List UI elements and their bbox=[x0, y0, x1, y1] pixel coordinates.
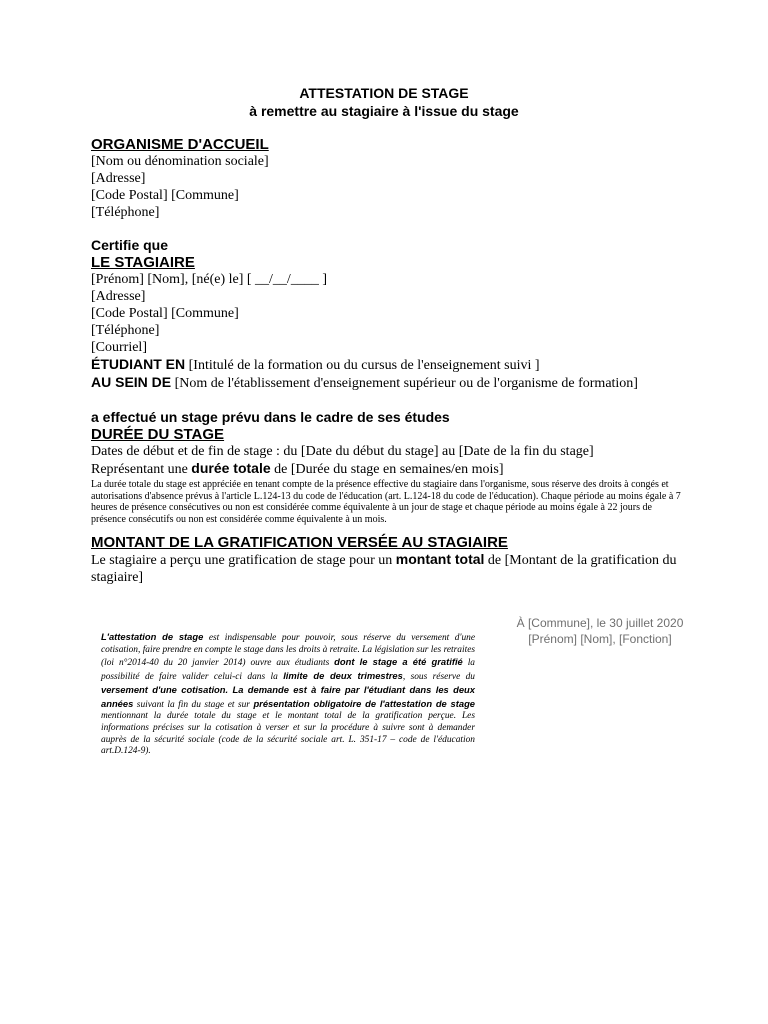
duree-intro: a effectué un stage prévu dans le cadre de ses études bbox=[91, 409, 450, 425]
duree-totale-pre: Représentant une bbox=[91, 462, 192, 477]
note-part-7: versement d'une cotisation. La demande est à faire par l'étudiant dans les deux années bbox=[101, 683, 475, 709]
ausein-value: [Nom de l'établissement d'enseignement supérieur ou de l'organisme de formation] bbox=[171, 376, 638, 391]
duree-dates: Dates de début et de fin de stage : du [Date du début du stage] au [Date de la fin du stage] bbox=[91, 444, 594, 459]
duree-title: DURÉE DU STAGE bbox=[91, 426, 225, 443]
section-organisme bbox=[91, 136, 681, 221]
document-header bbox=[0, 84, 768, 120]
note-part-5: limite de deux trimestres bbox=[283, 670, 403, 682]
stagiaire-postal: [Code Postal] [Commune] bbox=[91, 306, 239, 321]
section-stagiaire bbox=[91, 237, 681, 392]
document-body bbox=[91, 136, 681, 586]
gratification-pre: Le stagiaire a perçu une gratification de stage pour un bbox=[91, 553, 396, 568]
note-part-3: dont le stage a été gratifié bbox=[334, 656, 463, 668]
document-title: ATTESTATION DE STAGE bbox=[299, 85, 469, 101]
etudiant-value: [Intitulé de la formation ou du cursus de l'enseignement suivi ] bbox=[185, 358, 540, 373]
certifie-label: Certifie que bbox=[91, 237, 169, 253]
stagiaire-address: [Adresse] bbox=[91, 289, 146, 304]
gratification-post: de [Montant de la gratification du stagiaire] bbox=[91, 553, 677, 585]
note-part-9: présentation obligatoire de l'attestation de stage bbox=[253, 697, 476, 709]
note-part-2: est indispensable pour pouvoir, sous réserve du versement d'une cotisation, faire prendre en compte le stage dans les droits à retraite. La législation sur les retraites (loi n°2014-40 du 20 janvier 2014) ouvre aux étudiants bbox=[101, 633, 475, 669]
duree-totale-line bbox=[91, 460, 681, 478]
etudiant-line bbox=[91, 356, 681, 374]
note-part-6: , sous réserve du bbox=[402, 672, 475, 683]
duree-note: La durée totale du stage est appréciée en tenant compte de la présence effective du stagiaire dans l'organisme, sous réserve des droits à congés et autorisations d'absence prévus à l'article L.124-13 du code de l'éducation (art. L.124-18 du code de l'éducation). Chaque période au moins égale à 7 heures de présence consécutives ou non est considérée comme équivalente à un jour de stage et chaque période au moins égale à 22 jours de présence consécutifs ou non est considérée comme équivalente à un mois. bbox=[91, 479, 681, 525]
note-part-4: la possibilité de faire valider celui-ci dans la bbox=[101, 658, 475, 683]
etudiant-label: ÉTUDIANT EN bbox=[91, 356, 186, 372]
organisme-postal: [Code Postal] [Commune] bbox=[91, 188, 239, 203]
duree-totale-post: de [Durée du stage en semaines/en mois] bbox=[270, 462, 504, 477]
stagiaire-email: [Courriel] bbox=[91, 340, 147, 355]
stagiaire-phone: [Téléphone] bbox=[91, 323, 160, 338]
organisme-address: [Adresse] bbox=[91, 171, 146, 186]
gratification-text bbox=[91, 551, 681, 586]
stagiaire-identity: [Prénom] [Nom], [né(e) le] [ __/__/____ ] bbox=[91, 272, 327, 287]
ausein-line bbox=[91, 374, 681, 392]
section-gratification bbox=[91, 534, 681, 586]
note-part-1: L'attestation de stage bbox=[101, 631, 204, 642]
signature-name: [Prénom] [Nom], [Fonction] bbox=[528, 632, 672, 646]
note-part-8: suivant la fin du stage et sur bbox=[133, 699, 254, 710]
organisme-name: [Nom ou dénomination sociale] bbox=[91, 154, 269, 169]
document-subtitle: à remettre au stagiaire à l'issue du stage bbox=[249, 103, 519, 119]
organisme-title: ORGANISME D'ACCUEIL bbox=[91, 136, 269, 153]
signature-place-date: À [Commune], le 30 juillet 2020 bbox=[516, 616, 684, 630]
retirement-note bbox=[101, 631, 475, 758]
gratification-bold: montant total bbox=[395, 551, 485, 567]
stagiaire-title: LE STAGIAIRE bbox=[91, 254, 195, 271]
duree-totale-bold: durée totale bbox=[191, 460, 271, 476]
gratification-title: MONTANT DE LA GRATIFICATION VERSÉE AU STAGIAIRE bbox=[91, 534, 508, 551]
signature-block bbox=[490, 615, 710, 647]
ausein-label: AU SEIN DE bbox=[91, 374, 172, 390]
organisme-phone: [Téléphone] bbox=[91, 205, 160, 220]
section-duree bbox=[91, 409, 681, 525]
note-part-10: mentionnant la durée totale du stage et le montant total de la gratification perçue. Les informations précises sur la cotisation à verser et sur la procédure à suivre sont à demander auprès de la sécurité sociale (code de la sécurité sociale art. L. 351-17 – code de l'éducation art.D.124-9). bbox=[101, 711, 475, 757]
